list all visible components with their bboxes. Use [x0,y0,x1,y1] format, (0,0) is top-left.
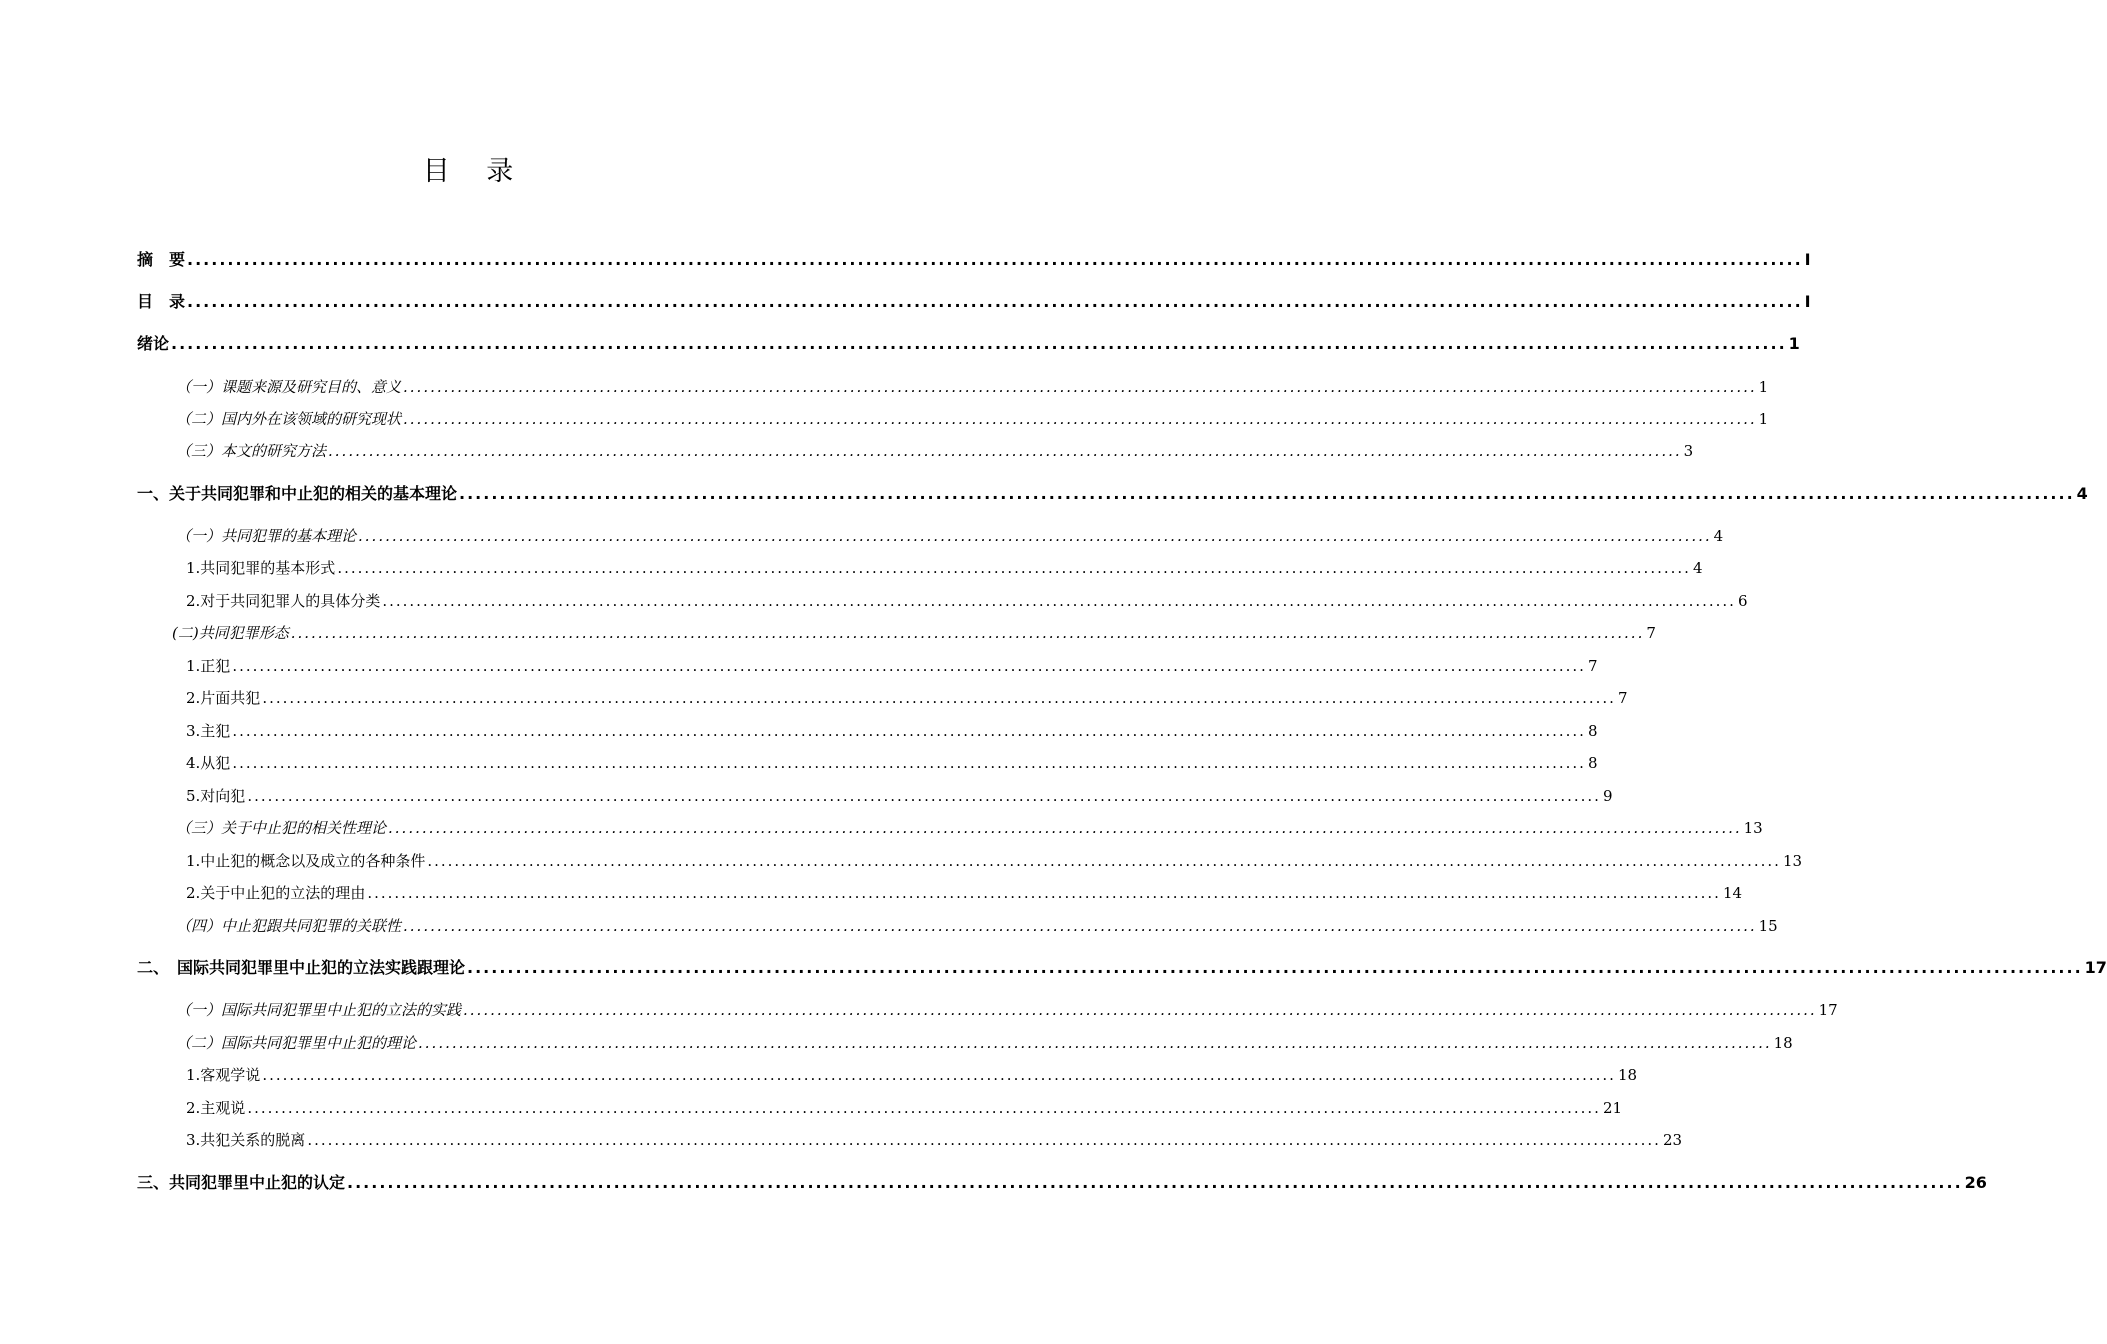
toc-entry-text: 3.主犯 [186,722,231,740]
toc-entry[interactable] [176,439,1694,463]
toc-leader-dots: ........................................................................................................................................................................................................ [463,1001,1817,1019]
toc-leader-dots: ........................................................................................................................................................................................................ [367,884,1721,902]
toc-entry-text: 4.从犯 [186,754,231,772]
toc-entry-text: 绪论 [137,334,170,353]
toc-entry-text: 三、共同犯罪里中止犯的认定 [137,1173,346,1192]
toc-page-number: 21 [1602,1099,1623,1117]
toc-page-number: 26 [1964,1173,1987,1192]
toc-entry-text: （三）本文的研究方法 [176,442,327,460]
toc-page-number: 13 [1782,852,1803,870]
toc-page-number: 1 [1788,334,1800,353]
toc-leader-dots: ........................................................................................................................................................................................................ [467,958,2083,977]
toc-entry[interactable] [137,956,2107,980]
toc-entry-text: 2.对于共同犯罪人的具体分类 [186,592,381,610]
toc-leader-dots: ........................................................................................................................................................................................................ [232,722,1586,740]
toc-page-number: I [1804,292,1811,311]
toc-title: 目 录 [422,156,528,187]
toc-leader-dots: ........................................................................................................................................................................................................ [403,378,1757,396]
toc-page-number: 4 [2076,484,2088,503]
toc-entry-text: （一）共同犯罪的基本理论 [176,527,357,545]
toc-leader-dots: ........................................................................................................................................................................................................ [347,1173,1963,1192]
toc-leader-dots: ........................................................................................................................................................................................................ [232,754,1586,772]
toc-entry-text: (二)共同犯罪形态 [172,624,289,642]
toc-entry-text: （一）国际共同犯罪里中止犯的立法的实践 [176,1001,462,1019]
toc-page-number: 6 [1737,592,1748,610]
toc-entry[interactable] [186,654,1598,678]
toc-entry[interactable] [186,1063,1638,1087]
toc-page-number: 14 [1722,884,1743,902]
toc-page-number: 8 [1587,722,1598,740]
toc-entry[interactable] [186,556,1703,580]
toc-leader-dots: ........................................................................................................................................................................................................ [403,410,1757,428]
toc-entry-text: 1.中止犯的概念以及成立的各种条件 [186,852,426,870]
toc-page-number: 3 [1683,442,1694,460]
toc-leader-dots: ........................................................................................................................................................................................................ [307,1131,1661,1149]
toc-page-number: 18 [1617,1066,1638,1084]
toc-entry[interactable] [186,1128,1683,1152]
toc-entry-text: 目 录 [137,292,186,311]
toc-page-number: 4 [1692,559,1703,577]
toc-entry[interactable] [186,719,1598,743]
toc-entry-text: （三）关于中止犯的相关性理论 [176,819,387,837]
toc-entry-text: 2.片面共犯 [186,689,261,707]
toc-entry-text: （二）国内外在该领域的研究现状 [176,410,402,428]
toc-page-number: 7 [1646,624,1656,642]
toc-page-number: 1 [1758,410,1769,428]
toc-entry-text: 2.主观说 [186,1099,246,1117]
toc-entry-text: 5.对向犯 [186,787,246,805]
toc-leader-dots: ........................................................................................................................................................................................................ [427,852,1781,870]
toc-page-number: 4 [1713,527,1724,545]
toc-page-number: 18 [1773,1034,1793,1052]
toc-entry[interactable] [176,998,1838,1022]
toc-entry-text: 一、关于共同犯罪和中止犯的相关的基本理论 [137,484,458,503]
toc-entry[interactable] [176,524,1724,548]
toc-entry[interactable] [176,816,1763,840]
toc-entry[interactable] [176,1031,1793,1055]
toc-entry[interactable] [186,751,1598,775]
toc-entry[interactable] [137,248,1811,272]
toc-entry-text: 摘 要 [137,250,186,269]
toc-page-number: 9 [1602,787,1613,805]
toc-page-number: 23 [1662,1131,1683,1149]
toc-leader-dots: ........................................................................................................................................................................................................ [262,1066,1616,1084]
toc-entry[interactable] [137,332,1800,356]
toc-entry[interactable] [137,290,1811,314]
toc-entry-text: （一）课题来源及研究目的、意义 [176,378,402,396]
toc-entry[interactable] [137,1171,1987,1195]
toc-entry[interactable] [186,784,1613,808]
toc-entry[interactable] [137,482,2088,506]
toc-page-number: 13 [1743,819,1763,837]
toc-entry[interactable] [186,1096,1623,1120]
toc-page-number: 17 [2084,958,2107,977]
toc-entry[interactable] [186,881,1743,905]
toc-entry-text: （二）国际共同犯罪里中止犯的理论 [176,1034,417,1052]
toc-page-number: 7 [1617,689,1628,707]
toc-page-number: 1 [1758,378,1769,396]
toc-leader-dots: ........................................................................................................................................................................................................ [187,250,1803,269]
toc-entry[interactable] [172,621,1656,645]
toc-page-number: 7 [1587,657,1598,675]
toc-leader-dots: ........................................................................................................................................................................................................ [382,592,1736,610]
toc-leader-dots: ........................................................................................................................................................................................................ [187,292,1803,311]
toc-entry-text: 2.关于中止犯的立法的理由 [186,884,366,902]
toc-entry[interactable] [186,589,1748,613]
toc-leader-dots: ........................................................................................................................................................................................................ [358,527,1712,545]
toc-leader-dots: ........................................................................................................................................................................................................ [171,334,1787,353]
toc-leader-dots: ........................................................................................................................................................................................................ [247,787,1601,805]
toc-entry-text: 1.正犯 [186,657,231,675]
toc-leader-dots: ........................................................................................................................................................................................................ [262,689,1616,707]
toc-entry-text: 1.共同犯罪的基本形式 [186,559,336,577]
toc-page-number: 15 [1758,917,1778,935]
toc-leader-dots: ........................................................................................................................................................................................................ [328,442,1682,460]
toc-leader-dots: ........................................................................................................................................................................................................ [403,917,1757,935]
toc-page-number: 8 [1587,754,1598,772]
toc-entry-text: 1.客观学说 [186,1066,261,1084]
toc-leader-dots: ........................................................................................................................................................................................................ [247,1099,1601,1117]
toc-leader-dots: ........................................................................................................................................................................................................ [418,1034,1772,1052]
toc-entry[interactable] [176,375,1769,399]
toc-leader-dots: ........................................................................................................................................................................................................ [388,819,1742,837]
toc-leader-dots: ........................................................................................................................................................................................................ [459,484,2075,503]
toc-entry-text: （四）中止犯跟共同犯罪的关联性 [176,917,402,935]
toc-entry-text: 二、 国际共同犯罪里中止犯的立法实践跟理论 [137,958,466,977]
toc-leader-dots: ........................................................................................................................................................................................................ [337,559,1691,577]
toc-entry[interactable] [186,849,1803,873]
toc-leader-dots: ........................................................................................................................................................................................................ [232,657,1586,675]
toc-entry[interactable] [186,686,1628,710]
toc-leader-dots: ........................................................................................................................................................................................................ [290,624,1645,642]
toc-page-number: I [1804,250,1811,269]
toc-page-number: 17 [1818,1001,1838,1019]
toc-entry-text: 3.共犯关系的脱离 [186,1131,306,1149]
toc-entry[interactable] [176,407,1769,431]
toc-entry[interactable] [176,914,1778,938]
